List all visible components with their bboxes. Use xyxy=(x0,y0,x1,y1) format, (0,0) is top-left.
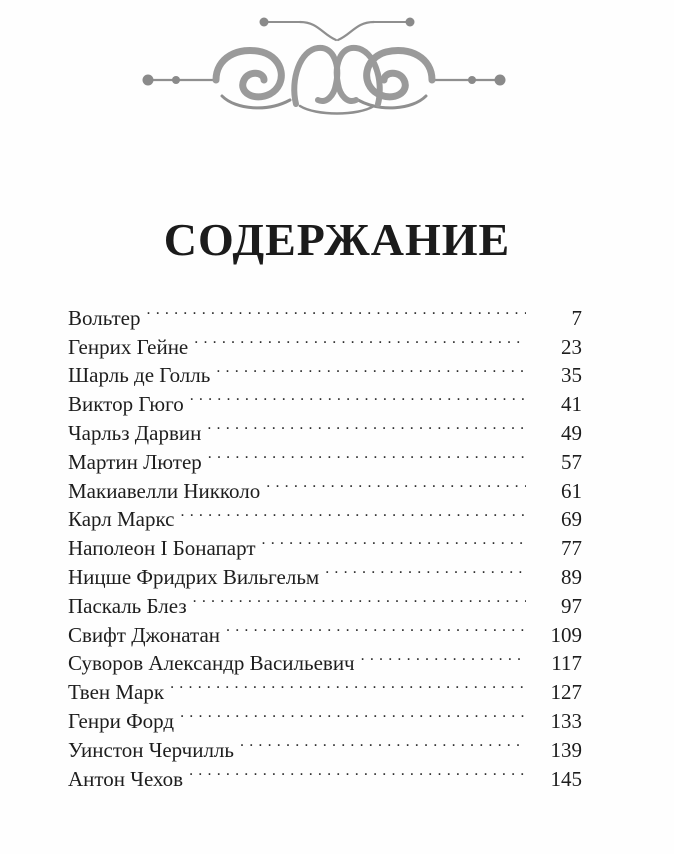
toc-entry-name: Антон Чехов xyxy=(68,766,184,791)
toc-entry-page: 49 xyxy=(561,420,582,445)
dot-leader xyxy=(189,757,526,786)
dot-leader xyxy=(361,642,526,671)
toc-entry-name: Макиавелли Никколо xyxy=(68,478,261,503)
toc-entry-name: Паскаль Блез xyxy=(68,593,187,618)
dot-leader xyxy=(190,382,526,411)
dot-leader xyxy=(325,555,526,584)
toc-entry-name: Ницше Фридрих Вильгельм xyxy=(68,564,320,589)
dot-leader xyxy=(240,728,526,757)
dot-leader xyxy=(180,699,526,728)
toc-entry-page: 35 xyxy=(561,363,582,388)
dot-leader xyxy=(170,670,526,699)
toc-entry-page: 139 xyxy=(550,737,582,762)
toc-entry-page: 145 xyxy=(550,766,582,791)
toc-entry-page: 23 xyxy=(561,334,582,359)
toc-entry xyxy=(68,296,582,330)
dot-leader xyxy=(207,411,526,440)
toc-entry-name: Генрих Гейне xyxy=(68,334,189,359)
dot-leader xyxy=(194,325,526,354)
toc-entry-name: Свифт Джонатан xyxy=(68,622,221,647)
flourish-ornament-icon xyxy=(0,0,674,140)
toc-entry-page: 97 xyxy=(561,593,582,618)
page-title: СОДЕРЖАНИЕ xyxy=(163,214,511,265)
toc-entry-name: Суворов Александр Васильевич xyxy=(68,651,355,676)
toc-entry-page: 57 xyxy=(561,449,582,474)
dot-leader xyxy=(193,584,526,613)
dot-leader xyxy=(266,469,526,498)
toc-entry-page: 77 xyxy=(561,536,582,561)
toc-entry-name: Уинстон Черчилль xyxy=(68,737,234,762)
toc-entry-page: 61 xyxy=(561,478,582,503)
table-of-contents xyxy=(68,296,582,791)
toc-entry-page: 41 xyxy=(561,392,582,417)
dot-leader xyxy=(208,440,526,469)
toc-entry-name: Шарль де Голль xyxy=(68,363,211,388)
toc-entry-name: Твен Марк xyxy=(68,680,165,705)
toc-entry-name: Виктор Гюго xyxy=(68,392,184,417)
toc-entry-page: 89 xyxy=(561,564,582,589)
toc-entry-name: Чарльз Дарвин xyxy=(68,420,202,445)
toc-entry-page: 109 xyxy=(550,622,582,647)
toc-entry-name: Карл Маркс xyxy=(68,507,175,532)
dot-leader xyxy=(262,526,526,555)
toc-entry-page: 117 xyxy=(551,651,582,676)
toc-entry-name: Мартин Лютер xyxy=(68,449,202,474)
toc-entry-name: Наполеон I Бонапарт xyxy=(68,536,256,561)
dot-leader xyxy=(147,296,527,325)
toc-entry-page: 69 xyxy=(561,507,582,532)
dot-leader xyxy=(226,613,526,642)
toc-entry-page: 127 xyxy=(550,680,582,705)
toc-entry-name: Вольтер xyxy=(68,305,141,330)
toc-entry-page: 7 xyxy=(571,305,582,330)
toc-entry-page: 133 xyxy=(550,708,582,733)
toc-entry-name: Генри Форд xyxy=(68,708,175,733)
dot-leader xyxy=(216,354,526,383)
dot-leader xyxy=(181,498,527,527)
